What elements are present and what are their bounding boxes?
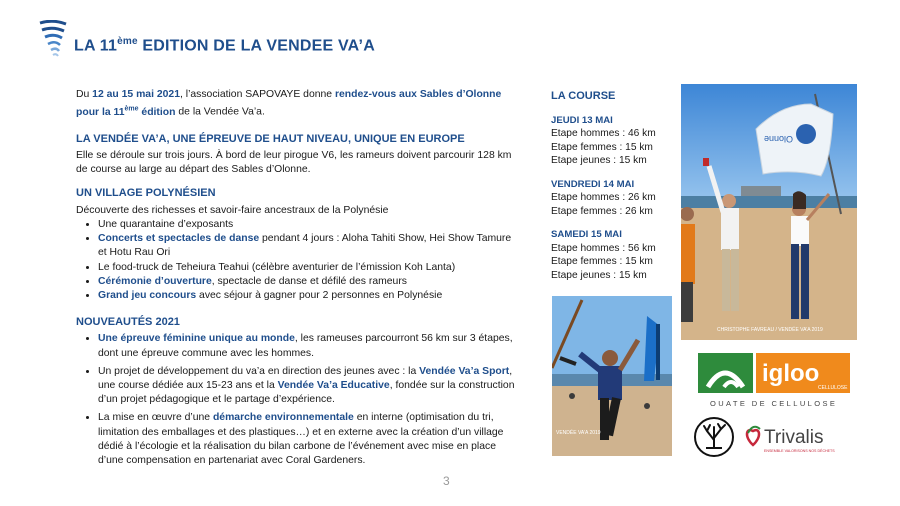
day-label: VENDREDI 14 MAI	[551, 178, 635, 190]
stage-line: Etape hommes : 26 km	[551, 192, 656, 203]
igloo-sponsor-logo	[698, 353, 850, 410]
stage-line: Etape jeunes : 15 km	[551, 269, 647, 281]
stage-line: Etape jeunes : 15 km	[551, 155, 647, 166]
list-item: • Cérémonie d’ouverture, spectacle de danse et défilé des rameurs	[98, 275, 521, 289]
section-text-high-level: Elle se déroule sur trois jours. À bord de leur pirogue V6, les rameurs doivent parcourir 128 km de course au large au départ des Sables d’Olonne.	[76, 150, 512, 176]
wave-logo-icon	[38, 20, 68, 58]
flag-ceremony-photo	[681, 84, 857, 340]
stage-line: Etape femmes : 15 km	[551, 141, 653, 153]
page-number: 3	[443, 474, 450, 488]
course-column	[551, 90, 676, 282]
day-label: SAMEDI 15 MAI	[551, 229, 622, 240]
page-title: LA 11ème EDITION DE LA VENDEE VA’A	[74, 36, 375, 55]
photo-credit: VENDÉE VA’A 2019	[556, 430, 601, 436]
coral-gardeners-logo	[693, 416, 735, 458]
svg-text:Trivalis: Trivalis	[764, 427, 824, 448]
main-text-column	[76, 88, 521, 472]
stage-line: Etape femmes : 26 km	[551, 205, 653, 217]
svg-text:ENSEMBLE VALORISONS NOS DÉCHET: ENSEMBLE VALORISONS NOS DÉCHETS	[764, 449, 835, 453]
list-item: • Grand jeu concours avec séjour à gagner pour 2 personnes en Polynésie	[98, 289, 521, 303]
svg-text:OUATE DE CELLULOSE: OUATE DE CELLULOSE	[710, 399, 838, 408]
section-heading-high-level: LA VENDÉE VA’A, UNE ÉPREUVE DE HAUT NIVEAU, UNIQUE EN EUROPE	[76, 132, 465, 145]
svg-text:CELLULOSE: CELLULOSE	[818, 385, 848, 391]
news-list	[76, 332, 521, 468]
svg-text:Olonne: Olonne	[763, 134, 793, 144]
section-heading-news: NOUVEAUTÉS 2021	[76, 316, 180, 329]
village-intro: Découverte des richesses et savoir-faire ancestraux de la Polynésie	[76, 204, 389, 216]
list-item: • Concerts et spectacles de danse pendant 4 jours : Aloha Tahiti Show, Hei Show Tamure et Hotu Rau Ori	[98, 232, 521, 260]
intro-paragraph: Du 12 au 15 mai 2021, l’association SAPOVAYE donne rendez-vous aux Sables d’Olonne pour la 11ème édition de la Vendée Va’a.	[76, 89, 502, 118]
day-label: JEUDI 13 MAI	[551, 114, 613, 126]
stage-line: Etape hommes : 56 km	[551, 242, 656, 254]
list-item: • La mise en œuvre d’une démarche environnementale en interne (optimisation du tri, limitation des emballages et des plastiques…) et en externe avec la création d’un village dédié à l’écologie et la réalisation du bilan carbone de l’événement avec mise en place d’une compensation en partenariat avec Coral Gardeners.	[98, 411, 521, 468]
stage-line: Etape hommes : 46 km	[551, 128, 656, 139]
stage-line: Etape femmes : 15 km	[551, 256, 653, 267]
trivalis-sponsor-logo	[742, 419, 852, 457]
photo-credit: CHRISTOPHE FAVREAU / VENDÉE VA’A 2019	[717, 327, 823, 333]
list-item: • Le food-truck de Teheiura Teahui (célèbre aventurier de l’émission Koh Lanta)	[98, 261, 521, 275]
list-item: • Un projet de développement du va’a en direction des jeunes avec : la Vendée Va’a Sport, une course dédiée aux 15-23 ans et la Vendée Va’a Educative, fondée sur la construction d’un projet pédagogique et le partage d’expérience.	[98, 365, 521, 408]
section-heading-village: UN VILLAGE POLYNÉSIEN	[76, 187, 216, 200]
list-item: • Une quarantaine d’exposants	[98, 218, 521, 232]
svg-text:igloo: igloo	[762, 360, 820, 387]
village-list	[76, 218, 521, 303]
list-item: • Une épreuve féminine unique au monde, les rameuses parcourront 56 km sur 3 étapes, dont une épreuve commune avec les hommes.	[98, 332, 521, 360]
paddler-photo	[552, 296, 672, 456]
course-heading: LA COURSE	[551, 90, 616, 102]
